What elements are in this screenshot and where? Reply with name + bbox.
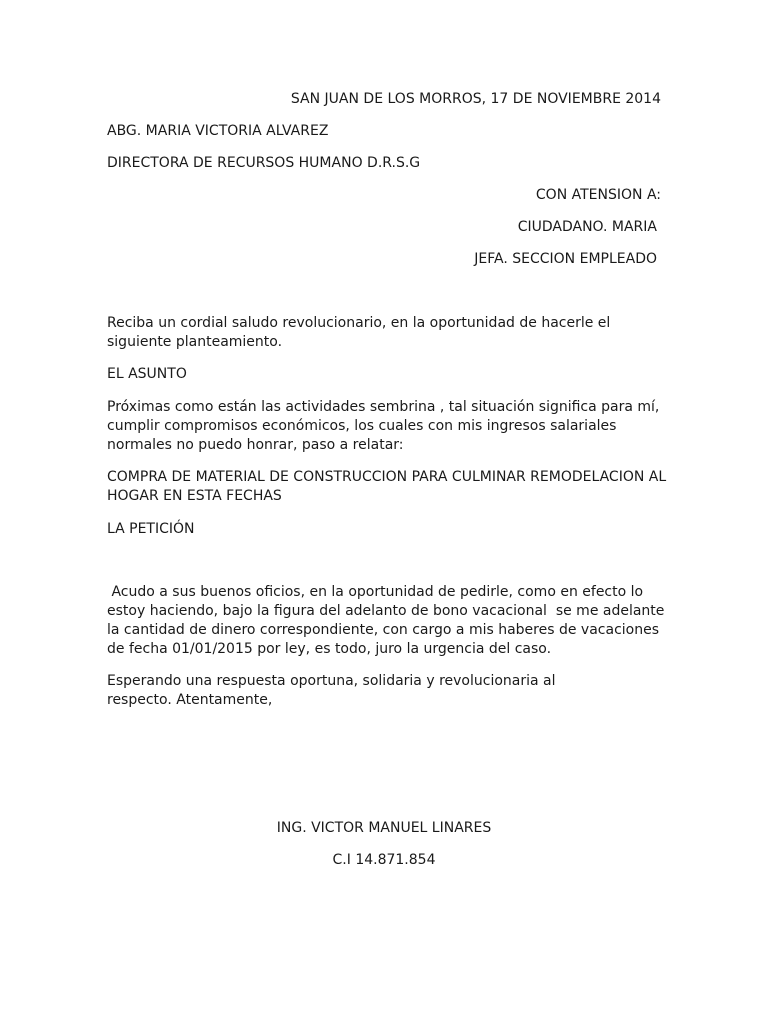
closing-line: respecto. Atentamente, [107, 692, 273, 708]
attention-label: CON ATENSION A: [535, 187, 661, 203]
greeting-paragraph [107, 314, 610, 352]
subject-line: Próximas como están las actividades sembrina , tal situación significa para mí, [107, 399, 660, 415]
closing-line: Esperando una respuesta oportuna, solidaria y revolucionaria al [107, 673, 556, 689]
subject-paragraph [107, 398, 659, 455]
attention-title: JEFA. SECCION EMPLEADO [474, 251, 657, 267]
date-line: SAN JUAN DE LOS MORROS, 17 DE NOVIEMBRE 2014 [290, 91, 661, 107]
subject-line: normales no puedo honrar, paso a relatar: [107, 437, 404, 453]
petition-heading: LA PETICIÓN [107, 521, 195, 537]
greeting-line: siguiente planteamiento. [107, 334, 283, 350]
petition-line: de fecha 01/01/2015 por ley, es todo, juro la urgencia del caso. [107, 641, 552, 657]
recipient-name: ABG. MARIA VICTORIA ALVAREZ [107, 123, 329, 139]
subject-heading: EL ASUNTO [107, 366, 187, 382]
purpose-paragraph [107, 468, 666, 506]
purpose-line: COMPRA DE MATERIAL DE CONSTRUCCION PARA CULMINAR REMODELACION AL [107, 469, 667, 485]
attention-name: CIUDADANO. MARIA [517, 219, 657, 235]
recipient-title: DIRECTORA DE RECURSOS HUMANO D.R.S.G [107, 155, 421, 171]
greeting-line: Reciba un cordial saludo revolucionario, en la oportunidad de hacerle el [107, 315, 611, 331]
closing-paragraph [107, 672, 556, 710]
signer-id: C.I 14.871.854 [332, 852, 436, 868]
petition-line: la cantidad de dinero correspondiente, con cargo a mis haberes de vacaciones [107, 622, 660, 638]
petition-paragraph [107, 583, 664, 659]
petition-line: Acudo a sus buenos oficios, en la oportunidad de pedirle, como en efecto lo [107, 584, 644, 600]
purpose-line: HOGAR EN ESTA FECHAS [107, 488, 282, 504]
signer-name: ING. VICTOR MANUEL LINARES [276, 820, 492, 836]
petition-line: estoy haciendo, bajo la figura del adelanto de bono vacacional se me adelante [107, 603, 665, 619]
subject-line: cumplir compromisos económicos, los cuales con mis ingresos salariales [107, 418, 617, 434]
